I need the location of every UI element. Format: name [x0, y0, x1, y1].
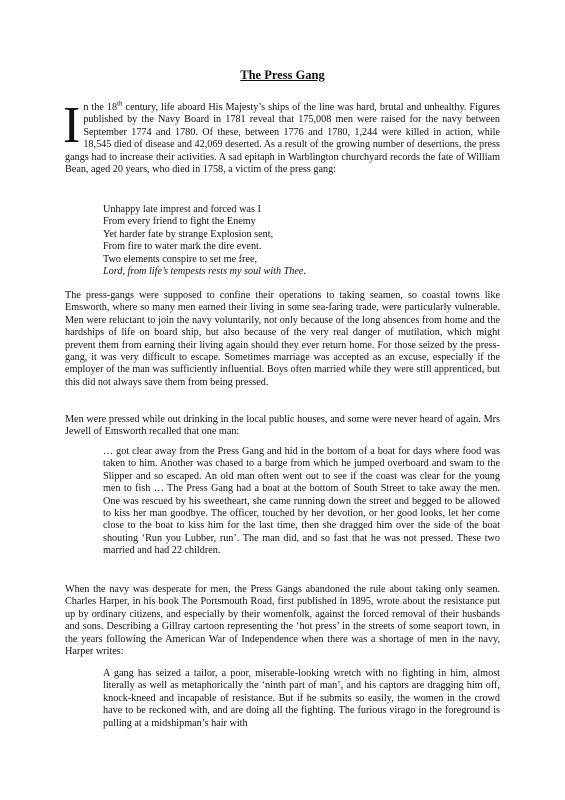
- poem-line: Lord, from life’s tempests rests my soul with Thee.: [103, 266, 306, 278]
- block-quote-2: A gang has seized a tailor, a poor, miserable-looking wretch with no fighting in him, almost literally as well as metaphorically the ‘ninth part of man’, and his captors are dragging him off, knock-kneed and incapable of resistance. But if he submits so easily, the women in the crowd have to be reckoned with, and are doing all the fighting. The furious virago in the foreground is pulling at a midshipman’s hair with: [103, 668, 500, 729]
- poem-line: From every friend to fight the Enemy: [103, 216, 256, 228]
- poem-line: From fire to water mark the dire event.: [103, 241, 262, 253]
- intro-superscript: th: [117, 99, 123, 108]
- page-title: The Press Gang: [240, 68, 325, 82]
- intro-paragraph: [63, 97, 500, 176]
- drop-cap: I: [63, 97, 81, 154]
- epitaph-poem: [103, 204, 483, 278]
- block-quote-1: … got clear away from the Press Gang and hid in the bottom of a boat for days where food was taken to him. Another was chased to a barge from which he jumped overboard and swam to the Slipper and so escaped. An old man often went out to see if the coast was clear for the young men to fish … The Press Gang had a boat at the bottom of South Street to take away the men. One was rescued by his sweetheart, she came running down the street and begged to be allowed to kiss her man goodbye. The officer, touched by her devotion, or her good looks, let her come close to the boat to kiss him for the last time, then she dragged him over the side of the boat shouting ‘Run you Lubber, run’. The man did, and so fast that he was not pressed. These two married and had 22 children.: [103, 446, 500, 557]
- paragraph-4: When the navy was desperate for men, the Press Gangs abandoned the rule about taking only seamen. Charles Harper, in his book The Portsmouth Road, first published in 1895, wrote about the resistance put up by ordinary citizens, and especially by their womenfolk, against the forced removal of their husbands and sons. Describing a Gillray cartoon representing the ‘hot press’ in the streets of some seaport town, in the years following the American War of Independence when there was a shortage of men in the navy, Harper writes:: [65, 584, 500, 658]
- intro-text-start: n the 18: [83, 102, 118, 113]
- intro-text-rest: century, life aboard His Majesty’s ships of the line was hard, brutal and unhealthy. Figures published by the Navy Board in 1781 reveal that 175,008 men were raised for the navy between September 1774 and 1780. Of these, between 1776 and 1780, 1,244 were killed in action, while 18,545 died of disease and 42,069 deserted. As a result of the growing number of desertions, the press gangs had to increase their activities. A sad epitaph in Warblington churchyard records the fate of William Bean, aged 20 years, who died in 1758, a victim of the press gang:: [65, 102, 500, 176]
- paragraph-2: The press-gangs were supposed to confine their operations to taking seamen, so coastal towns like Emsworth, where so many men earned their living in some sea-faring trade, were particularly vulnerable. Men were reluctant to join the navy voluntarily, not only because of the long absences from home and the hardships of life on board ship, but also because of the very real danger of mutilation, which might prevent them from earning their living again should they ever return home. For those seized by the press-gang, it was very difficult to escape. Sometimes marriage was accepted as an excuse, especially if the employer of the man was sufficiently influential. Boys often married while they were still apprenticed, but this did not always save them from being pressed.: [65, 290, 500, 388]
- poem-line: Unhappy late imprest and forced was I: [103, 204, 261, 215]
- paragraph-3: Men were pressed while out drinking in the local public houses, and some were never heard of again. Mrs Jewell of Emsworth recalled that one man:: [65, 414, 500, 438]
- poem-line: Yet harder fate by strange Explosion sent,: [103, 228, 274, 240]
- poem-line: Two elements conspire to set me free,: [103, 253, 258, 265]
